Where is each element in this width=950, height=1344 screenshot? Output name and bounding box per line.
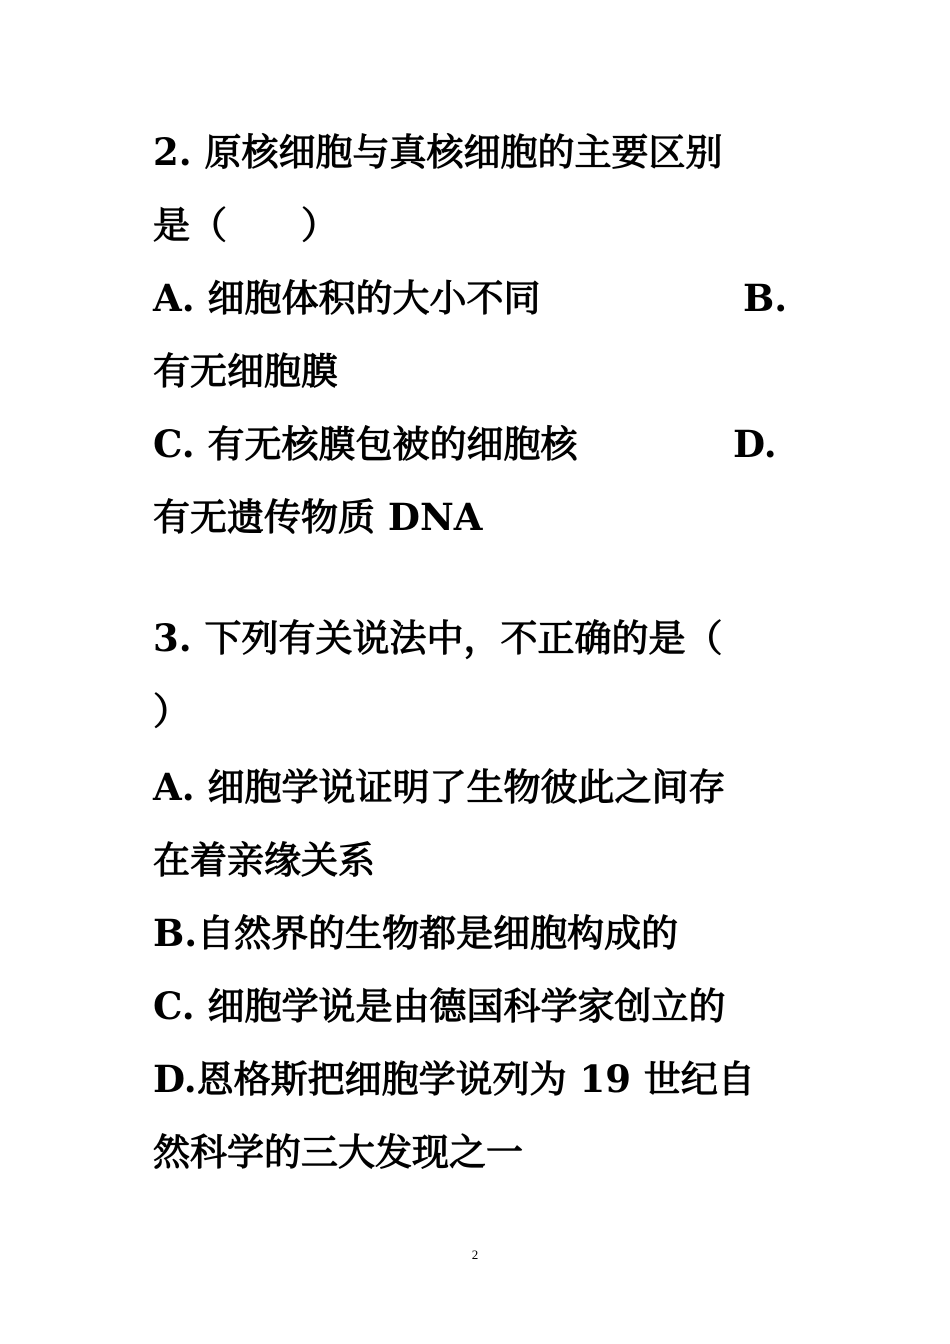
question-3-option-b: B.自然界的生物都是细胞构成的: [153, 911, 679, 955]
question-3-stem-line-2: ）: [153, 689, 190, 733]
question-2-option-a: A. 细胞体积的大小不同: [153, 276, 541, 320]
question-3-option-a-line-2: 在着亲缘关系: [153, 838, 375, 882]
question-2-stem-line-2: 是（ ）: [153, 203, 338, 247]
question-3-option-d-line-1: D.恩格斯把细胞学说列为 19 世纪自: [153, 1057, 755, 1101]
question-2-option-b-letter: B.: [743, 276, 788, 320]
question-2-option-d-text: 有无遗传物质 DNA: [153, 495, 483, 539]
question-3-option-c: C. 细胞学说是由德国科学家创立的: [153, 984, 726, 1028]
question-2-stem-line-1: 2. 原核细胞与真核细胞的主要区别: [153, 130, 723, 174]
question-2-option-c: C. 有无核膜包被的细胞核: [153, 422, 578, 466]
question-3-stem-line-1: 3. 下列有关说法中，不正确的是（: [153, 616, 723, 660]
page-number: 2: [471, 1247, 479, 1262]
question-2-option-b-text: 有无细胞膜: [153, 349, 338, 393]
question-2-option-a-row: [153, 273, 793, 323]
question-3-option-a-line-1: A. 细胞学说证明了生物彼此之间存: [153, 765, 726, 809]
question-2-option-d-letter: D.: [733, 422, 777, 466]
question-3-option-d-line-2: 然科学的三大发现之一: [153, 1130, 523, 1174]
question-2-option-c-row: [153, 419, 793, 469]
